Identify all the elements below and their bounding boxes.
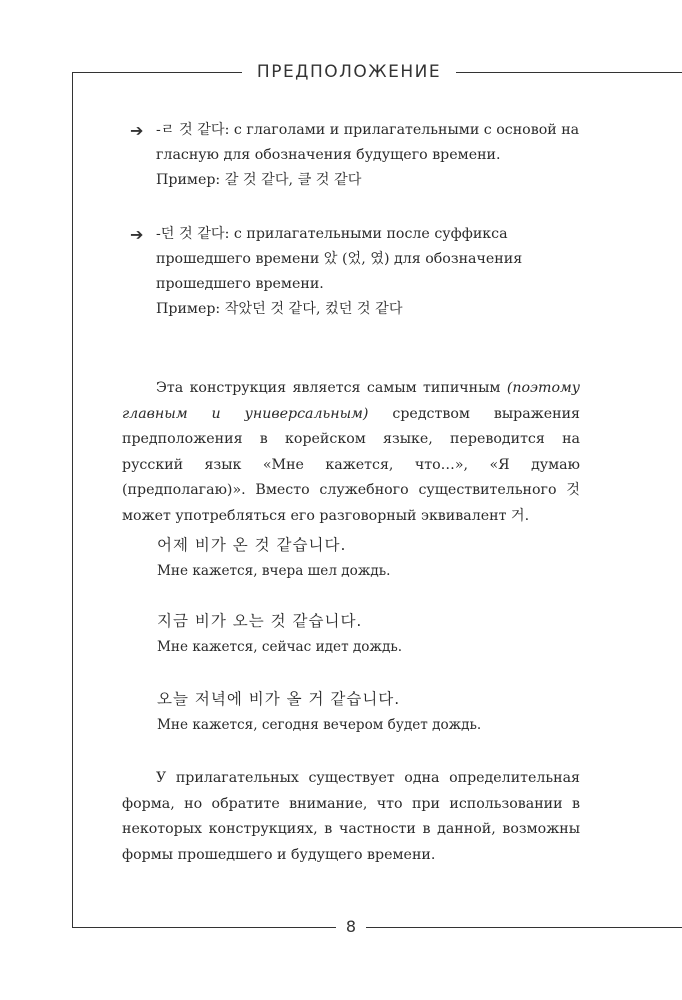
paragraph-text: У прилагательных существует одна определительная форма, но обратите внимание, что при использовании в некоторых конструкциях, в частности в данной, возможны формы прошедшего и будущего времени.: [122, 770, 580, 863]
example-block: [157, 686, 577, 738]
frame-top-right-line: [456, 72, 682, 73]
paragraph-text: средством выражения предположения в корейском языке, переводится на русский язык «Мне кажется, что…», «Я думаю (предполагаю)». Вместо служебного существительного 것 может употребляться его разговорный эквивалент 거.: [122, 405, 580, 524]
korean-example: 어제 비가 온 것 같습니다.: [157, 536, 347, 554]
bullet-line: -ㄹ 것 같다: с глаголами и прилагательными с основой на: [156, 122, 580, 138]
frame-bottom-left-line: [72, 927, 336, 928]
example-block: [157, 608, 577, 660]
russian-translation: Мне кажется, сейчас идет дождь.: [157, 639, 403, 655]
arrow-right-icon: ➔: [130, 121, 144, 140]
bullet-body: [156, 118, 580, 193]
example-block: [157, 532, 577, 584]
bullet-body: [156, 222, 580, 322]
page-title: ПРЕДПОЛОЖЕНИЕ: [256, 62, 442, 82]
body-paragraph: [122, 376, 580, 529]
page-number: 8: [345, 917, 357, 936]
bullet-example: Пример: 작았던 것 같다, 컸던 것 같다: [156, 301, 403, 317]
russian-translation: Мне кажется, вчера шел дождь.: [157, 563, 391, 579]
frame-top-left-line: [72, 72, 242, 73]
korean-example: 오늘 저녁에 비가 올 거 같습니다.: [157, 690, 401, 708]
korean-example: 지금 비가 오는 것 같습니다.: [157, 612, 363, 630]
paragraph-text: Эта конструкция является самым типичным: [156, 380, 507, 396]
bullet-line: -던 것 같다: с прилагательными после суффикса: [156, 226, 508, 242]
paragraph-italic-text: (поэтому главным и универсальным): [122, 380, 580, 422]
bullet-line: прошедшего времени 았 (었, 였) для обозначения: [156, 251, 523, 267]
bullet-line: гласную для обозначения будущего времени.: [156, 147, 501, 163]
body-paragraph: [122, 766, 580, 868]
bullet-line: прошедшего времени.: [156, 276, 324, 292]
russian-translation: Мне кажется, сегодня вечером будет дождь.: [157, 717, 482, 733]
arrow-right-icon: ➔: [130, 225, 144, 244]
frame-bottom-right-line: [366, 927, 682, 928]
bullet-example: Пример: 갈 것 같다, 클 것 같다: [156, 172, 362, 188]
frame-left-line: [72, 72, 73, 927]
